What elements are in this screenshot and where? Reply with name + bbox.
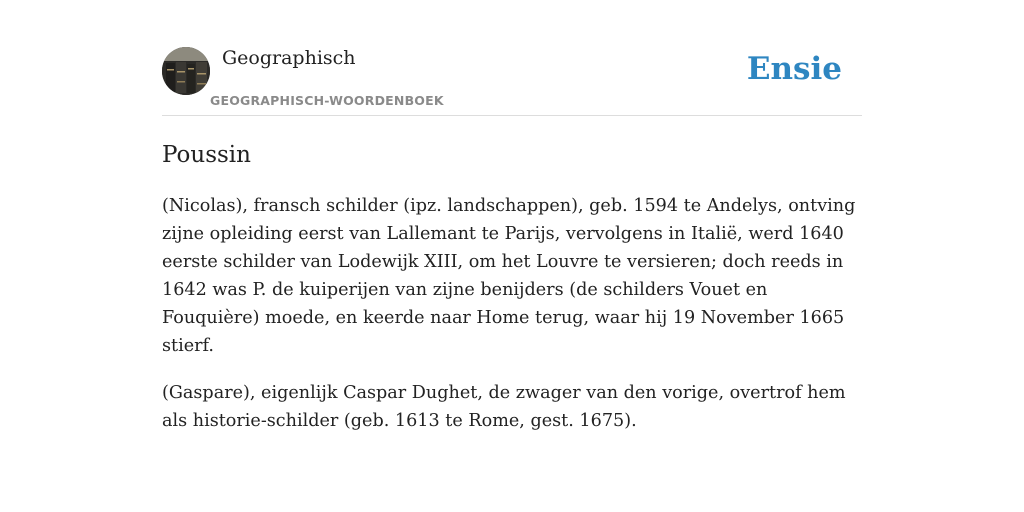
entry-card (162, 0, 862, 431)
source-avatar[interactable] (162, 47, 210, 95)
book-spines-icon (162, 47, 210, 95)
entry-paragraph: (Gaspare), eigenlijk Caspar Dughet, de zwager van den vorige, overtrof hem als historie-schilder (geb. 1613 te Rome, gest. 1675). (162, 383, 846, 431)
entry-body (162, 192, 862, 454)
source-name[interactable]: Geographisch (222, 47, 356, 69)
source-header (162, 0, 862, 116)
source-subtitle[interactable]: GEOGRAPHISCH-WOORDENBOEK (210, 93, 444, 108)
entry-paragraph: (Nicolas), fransch schilder (ipz. landschappen), geb. 1594 te Andelys, ontving zijne opleiding eerst van Lallemant te Parijs, vervolgens in Italië, werd 1640 eerste schilder van Lodewijk XIII, om het Louvre te versieren; doch reeds in 1642 was P. de kuiperijen van zijne benijders (de schilders Vouet en Fouquière) moede, en keerde naar Home terug, waar hij 19 November 1665 stierf. (162, 196, 856, 356)
ensie-logo[interactable]: Ensie (746, 51, 842, 87)
entry-title: Poussin (162, 142, 251, 168)
